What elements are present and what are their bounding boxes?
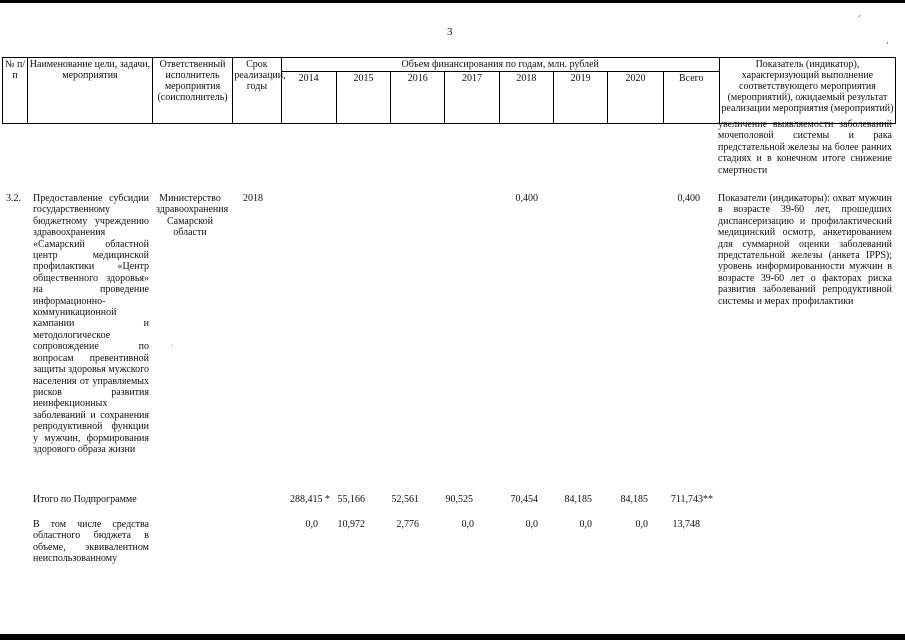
total-value-2017: 90,525 [445, 494, 473, 505]
header-year: 2016 [391, 72, 445, 124]
header-year-total: Всего [663, 72, 719, 124]
header-indicator: Показатель (индикатор), характеризующий выполнение соответствующего мероприятия (мероприятий), ожидаемый результат реализации мероприятия (мероприятий) [719, 58, 895, 124]
table-header [2, 57, 896, 124]
scan-speck: · [886, 38, 889, 48]
regional-value-2015: 10,972 [337, 519, 365, 530]
header-num: № п/п [3, 58, 28, 124]
header-financing: Объем финансирования по годам, млн. рублей [281, 58, 719, 72]
header-name: Наименование цели, задачи, мероприятия [28, 58, 153, 124]
header-year: 2018 [499, 72, 553, 124]
regional-value-2014: 0,0 [305, 519, 318, 530]
row-3-2-number: 3.2. [6, 193, 21, 204]
total-row-label: Итого по Подпрограмме [33, 494, 137, 505]
header-executor: Ответственный исполнитель мероприятия (соисполнитель) [152, 58, 232, 124]
regional-value-2017: 0,0 [461, 519, 474, 530]
total-value-sum: 711,743** [670, 494, 713, 505]
header-year: 2020 [608, 72, 663, 124]
header-year: 2015 [336, 72, 390, 124]
header-year: 2019 [554, 72, 608, 124]
continued-indicator-text: увеличение выявляемости заболеваний мочеполовой системы и рака предстательной железы на более ранних стадиях и в конечном итоге снижение смертности [718, 119, 892, 176]
header-term: Срок реализации, годы [233, 58, 281, 124]
top-border [0, 0, 905, 3]
row-3-2-executor: Министерство здравоохранения Самарской области [156, 193, 229, 239]
regional-value-sum: 13,748 [672, 519, 700, 530]
row-3-2-name: Предоставление субсидии государственному бюджетному учреждению здравоохранения «Самарский областной центр медицинской профилактики «Центр общественного здоровья» на проведение информационно-коммуникационной кампании и методологическое сопровождение по вопросам превентивной защиты здоровья мужского населения от управляемых рисков развития неинфекционных заболеваний и сохранения репродуктивной функции у мужчин, формирования здорового образа жизни [33, 193, 149, 455]
regional-value-2020: 0,0 [635, 519, 648, 530]
header-year: 2014 [281, 72, 336, 124]
row-3-2-term: 2018 [243, 193, 263, 204]
row-3-2-indicator: Показатели (индикаторы): охват мужчин в возрасте 39-60 лет, прошедших диспансеризацию и профилактический медицинский осмотр, анкетированием для суммарной оценки заболеваний предстательной железы (анкета IPPS); уровень информированности мужчин в возрасте 39-60 лет о факторах риска развития заболеваний репродуктивной системы и мерах профилактики [718, 193, 892, 307]
header-year: 2017 [445, 72, 499, 124]
regional-value-2016: 2,776 [396, 519, 419, 530]
row-3-2-value-total: 0,400 [677, 193, 700, 204]
total-value-2015: 55,166 [337, 494, 365, 505]
bottom-border [0, 634, 905, 640]
scan-speck: ´ [858, 14, 861, 24]
total-value-2019: 84,185 [564, 494, 592, 505]
regional-value-2019: 0,0 [579, 519, 592, 530]
scan-speck [172, 345, 173, 346]
regional-value-2018: 0,0 [525, 519, 538, 530]
total-value-2020: 84,185 [620, 494, 648, 505]
page-number: 3 [447, 26, 453, 38]
total-value-2018: 70,454 [510, 494, 538, 505]
total-value-2014: 288,415 * [290, 494, 330, 505]
regional-row-label: В том числе средства областного бюджета в объеме, эквивалентном неиспользованному [33, 519, 149, 565]
row-3-2-value-2018: 0,400 [515, 193, 538, 204]
total-value-2016: 52,561 [391, 494, 419, 505]
